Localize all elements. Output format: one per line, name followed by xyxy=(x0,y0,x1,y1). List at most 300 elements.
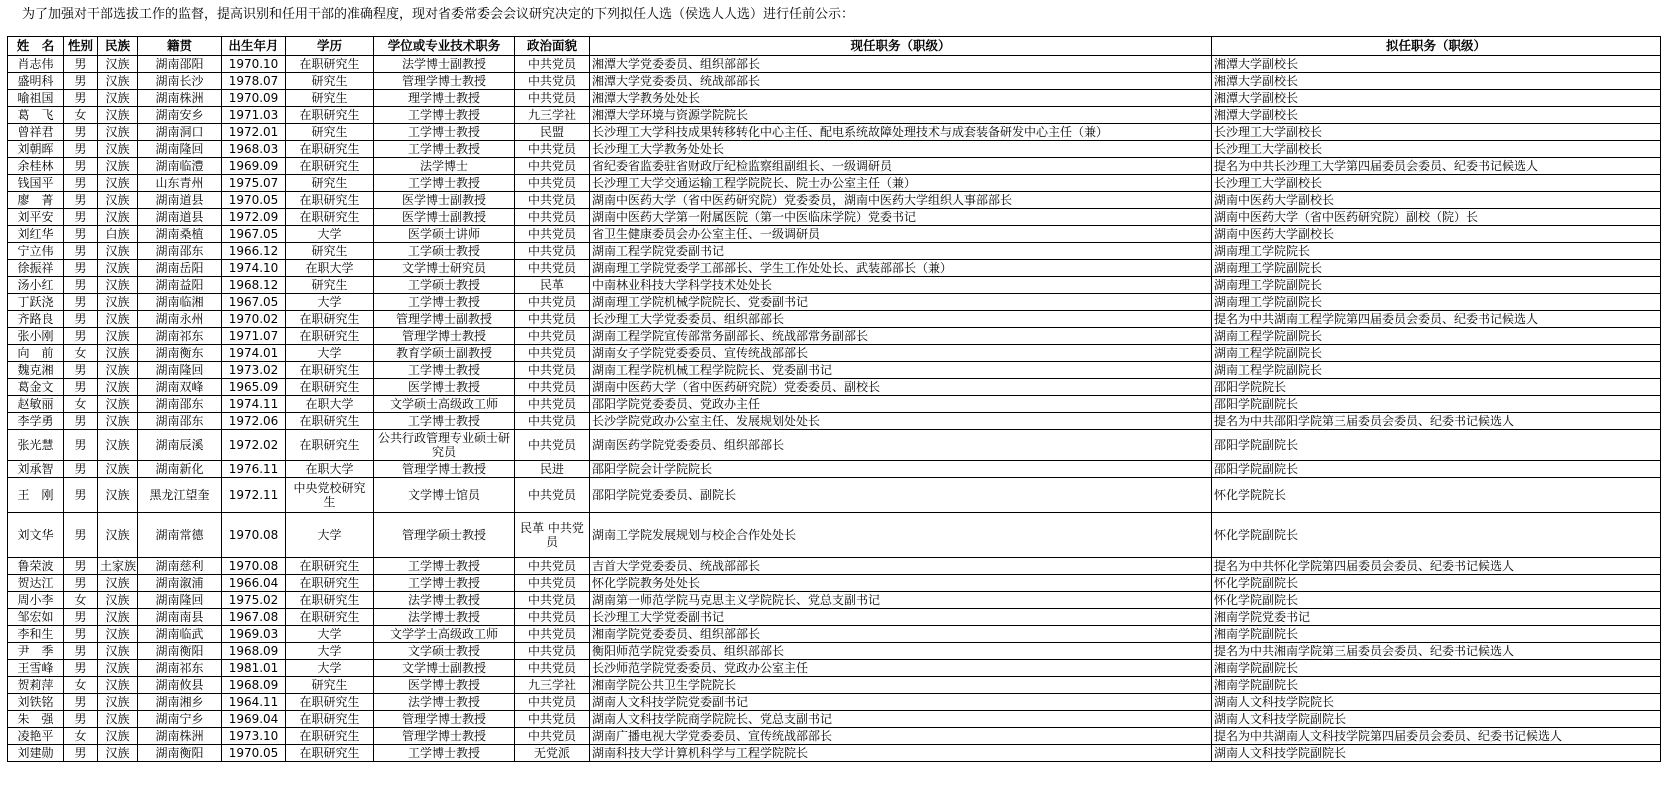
cell-hometown: 湖南桑植 xyxy=(138,226,222,243)
cell-gender: 男 xyxy=(64,513,98,558)
cell-ethnicity: 汉族 xyxy=(98,56,138,73)
cell-name: 贺达江 xyxy=(8,575,64,592)
cell-gender: 男 xyxy=(64,141,98,158)
cell-gender: 女 xyxy=(64,592,98,609)
table-row xyxy=(8,226,1661,243)
cell-degree: 工学博士教授 xyxy=(374,141,515,158)
cell-party: 中共党员 xyxy=(515,430,590,461)
cell-gender: 男 xyxy=(64,379,98,396)
cell-hometown: 湖南湘乡 xyxy=(138,694,222,711)
cell-ethnicity: 汉族 xyxy=(98,158,138,175)
cell-birth: 1971.07 xyxy=(222,328,286,345)
cell-birth: 1981.01 xyxy=(222,660,286,677)
cell-birth: 1972.01 xyxy=(222,124,286,141)
cell-education: 在职研究生 xyxy=(286,379,374,396)
cell-birth: 1974.10 xyxy=(222,260,286,277)
cell-degree: 工学博士教授 xyxy=(374,175,515,192)
cell-proposed-position: 长沙理工大学副校长 xyxy=(1212,141,1661,158)
cell-hometown: 湖南衡阳 xyxy=(138,745,222,762)
cell-party: 中共党员 xyxy=(515,626,590,643)
cell-current-position: 省卫生健康委员会办公室主任、一级调研员 xyxy=(590,226,1212,243)
cell-degree: 文学博士副教授 xyxy=(374,660,515,677)
cell-party: 无党派 xyxy=(515,745,590,762)
cell-hometown: 湖南衡阳 xyxy=(138,643,222,660)
cell-ethnicity: 汉族 xyxy=(98,209,138,226)
cell-hometown: 湖南道县 xyxy=(138,209,222,226)
cell-proposed-position: 湖南理工学院副院长 xyxy=(1212,277,1661,294)
cell-birth: 1974.11 xyxy=(222,396,286,413)
cell-name: 齐路良 xyxy=(8,311,64,328)
cell-ethnicity: 汉族 xyxy=(98,660,138,677)
table-row xyxy=(8,328,1661,345)
cell-birth: 1970.08 xyxy=(222,513,286,558)
cell-hometown: 湖南祁东 xyxy=(138,660,222,677)
cell-name: 汤小红 xyxy=(8,277,64,294)
cell-proposed-position: 湘潭大学副校长 xyxy=(1212,56,1661,73)
cell-gender: 男 xyxy=(64,328,98,345)
cell-party: 中共党员 xyxy=(515,90,590,107)
cell-gender: 男 xyxy=(64,626,98,643)
cell-education: 研究生 xyxy=(286,124,374,141)
table-row xyxy=(8,107,1661,124)
cell-education: 在职大学 xyxy=(286,461,374,478)
cell-birth: 1966.12 xyxy=(222,243,286,260)
cell-degree: 工学博士教授 xyxy=(374,745,515,762)
table-row xyxy=(8,643,1661,660)
cell-proposed-position: 怀化学院副院长 xyxy=(1212,513,1661,558)
cell-party: 中共党员 xyxy=(515,592,590,609)
cell-ethnicity: 汉族 xyxy=(98,294,138,311)
cell-ethnicity: 汉族 xyxy=(98,277,138,294)
cell-gender: 女 xyxy=(64,107,98,124)
cell-proposed-position: 提名为中共湖南人文科技学院第四届委员会委员、纪委书记候选人 xyxy=(1212,728,1661,745)
header-hometown: 籍贯 xyxy=(138,37,222,56)
cell-hometown: 湖南溆浦 xyxy=(138,575,222,592)
header-gender: 性别 xyxy=(64,37,98,56)
table-row xyxy=(8,626,1661,643)
cell-birth: 1970.05 xyxy=(222,192,286,209)
cell-education: 在职研究生 xyxy=(286,107,374,124)
cell-birth: 1969.09 xyxy=(222,158,286,175)
cell-education: 大学 xyxy=(286,643,374,660)
cell-ethnicity: 汉族 xyxy=(98,677,138,694)
cell-education: 在职研究生 xyxy=(286,362,374,379)
cell-proposed-position: 湖南工程学院副院长 xyxy=(1212,345,1661,362)
cell-education: 在职研究生 xyxy=(286,728,374,745)
cell-current-position: 湘潭大学党委委员、统战部部长 xyxy=(590,73,1212,90)
cell-current-position: 吉首大学党委委员、统战部部长 xyxy=(590,558,1212,575)
cell-hometown: 湖南辰溪 xyxy=(138,430,222,461)
cell-party: 中共党员 xyxy=(515,294,590,311)
cell-proposed-position: 提名为中共长沙理工大学第四届委员会委员、纪委书记候选人 xyxy=(1212,158,1661,175)
cell-ethnicity: 汉族 xyxy=(98,345,138,362)
cell-current-position: 湖南人文科技学院商学院院长、党总支副书记 xyxy=(590,711,1212,728)
cell-hometown: 湖南邵阳 xyxy=(138,56,222,73)
cell-name: 魏克湘 xyxy=(8,362,64,379)
cell-hometown: 湖南新化 xyxy=(138,461,222,478)
cell-name: 余桂林 xyxy=(8,158,64,175)
cell-hometown: 湖南双峰 xyxy=(138,379,222,396)
cell-gender: 男 xyxy=(64,413,98,430)
cell-birth: 1964.11 xyxy=(222,694,286,711)
header-current-position: 现任职务（职级） xyxy=(590,37,1212,56)
cell-ethnicity: 汉族 xyxy=(98,192,138,209)
cell-proposed-position: 长沙理工大学副校长 xyxy=(1212,124,1661,141)
cell-education: 在职研究生 xyxy=(286,413,374,430)
cell-current-position: 长沙理工大学党委副书记 xyxy=(590,609,1212,626)
cell-degree: 法学博士 xyxy=(374,158,515,175)
cell-current-position: 湖南理工学院党委学工部部长、学生工作处处长、武装部部长（兼） xyxy=(590,260,1212,277)
cell-party: 中共党员 xyxy=(515,73,590,90)
cell-gender: 男 xyxy=(64,711,98,728)
table-row xyxy=(8,745,1661,762)
cell-gender: 男 xyxy=(64,260,98,277)
cell-gender: 男 xyxy=(64,643,98,660)
cell-degree: 文学博士馆员 xyxy=(374,478,515,513)
cell-party: 中共党员 xyxy=(515,192,590,209)
cell-gender: 男 xyxy=(64,311,98,328)
candidate-table xyxy=(7,36,1661,762)
cell-degree: 理学博士教授 xyxy=(374,90,515,107)
table-row xyxy=(8,478,1661,513)
cell-birth: 1968.03 xyxy=(222,141,286,158)
cell-name: 丁跃浇 xyxy=(8,294,64,311)
cell-name: 肖志伟 xyxy=(8,56,64,73)
cell-gender: 女 xyxy=(64,396,98,413)
cell-degree: 公共行政管理专业硕士研究员 xyxy=(374,430,515,461)
cell-party: 中共党员 xyxy=(515,260,590,277)
table-row xyxy=(8,56,1661,73)
table-row xyxy=(8,73,1661,90)
cell-proposed-position: 湖南理工学院副院长 xyxy=(1212,260,1661,277)
cell-birth: 1971.03 xyxy=(222,107,286,124)
cell-education: 在职大学 xyxy=(286,260,374,277)
cell-ethnicity: 汉族 xyxy=(98,73,138,90)
cell-degree: 医学博士副教授 xyxy=(374,209,515,226)
cell-current-position: 湖南理工学院机械学院院长、党委副书记 xyxy=(590,294,1212,311)
table-row xyxy=(8,379,1661,396)
cell-name: 刘朝晖 xyxy=(8,141,64,158)
cell-birth: 1966.04 xyxy=(222,575,286,592)
cell-degree: 管理学博士副教授 xyxy=(374,311,515,328)
cell-degree: 文学硕士教授 xyxy=(374,643,515,660)
cell-proposed-position: 湘潭大学副校长 xyxy=(1212,73,1661,90)
cell-gender: 男 xyxy=(64,694,98,711)
cell-hometown: 黑龙江望奎 xyxy=(138,478,222,513)
cell-ethnicity: 汉族 xyxy=(98,592,138,609)
cell-ethnicity: 汉族 xyxy=(98,124,138,141)
table-row xyxy=(8,362,1661,379)
cell-degree: 工学硕士教授 xyxy=(374,277,515,294)
header-degree: 学位或专业技术职务 xyxy=(374,37,515,56)
cell-current-position: 衡阳师范学院党委委员、组织部部长 xyxy=(590,643,1212,660)
cell-degree: 法学博士副教授 xyxy=(374,56,515,73)
cell-hometown: 湖南隆回 xyxy=(138,141,222,158)
cell-birth: 1976.11 xyxy=(222,461,286,478)
cell-gender: 男 xyxy=(64,209,98,226)
cell-hometown: 湖南攸县 xyxy=(138,677,222,694)
cell-hometown: 湖南岳阳 xyxy=(138,260,222,277)
cell-hometown: 山东青州 xyxy=(138,175,222,192)
cell-hometown: 湖南道县 xyxy=(138,192,222,209)
cell-gender: 男 xyxy=(64,56,98,73)
cell-birth: 1972.09 xyxy=(222,209,286,226)
cell-degree: 工学硕士教授 xyxy=(374,243,515,260)
cell-hometown: 湖南安乡 xyxy=(138,107,222,124)
cell-education: 大学 xyxy=(286,660,374,677)
cell-name: 徐振祥 xyxy=(8,260,64,277)
table-row xyxy=(8,558,1661,575)
cell-degree: 工学博士教授 xyxy=(374,575,515,592)
cell-current-position: 湖南科技大学计算机科学与工程学院院长 xyxy=(590,745,1212,762)
cell-ethnicity: 汉族 xyxy=(98,260,138,277)
cell-name: 葛 飞 xyxy=(8,107,64,124)
cell-hometown: 湖南临湘 xyxy=(138,294,222,311)
cell-ethnicity: 汉族 xyxy=(98,728,138,745)
table-row xyxy=(8,592,1661,609)
cell-party: 中共党员 xyxy=(515,243,590,260)
cell-name: 葛金文 xyxy=(8,379,64,396)
cell-current-position: 湖南女子学院党委委员、宣传统战部部长 xyxy=(590,345,1212,362)
cell-education: 在职研究生 xyxy=(286,158,374,175)
cell-degree: 工学博士教授 xyxy=(374,558,515,575)
cell-proposed-position: 湖南工程学院副院长 xyxy=(1212,328,1661,345)
cell-hometown: 湖南南县 xyxy=(138,609,222,626)
cell-party: 中共党员 xyxy=(515,609,590,626)
cell-party: 九三学社 xyxy=(515,107,590,124)
cell-degree: 医学硕士讲师 xyxy=(374,226,515,243)
cell-ethnicity: 汉族 xyxy=(98,513,138,558)
cell-proposed-position: 提名为中共湘南学院第三届委员会委员、纪委书记候选人 xyxy=(1212,643,1661,660)
cell-ethnicity: 汉族 xyxy=(98,609,138,626)
cell-current-position: 湖南中医药大学（省中医药研究院）党委委员，湖南中医药大学组织人事部部长 xyxy=(590,192,1212,209)
cell-current-position: 长沙学院党政办公室主任、发展规划处处长 xyxy=(590,413,1212,430)
cell-gender: 男 xyxy=(64,175,98,192)
cell-birth: 1965.09 xyxy=(222,379,286,396)
cell-name: 邹宏如 xyxy=(8,609,64,626)
cell-education: 大学 xyxy=(286,294,374,311)
table-row xyxy=(8,260,1661,277)
cell-ethnicity: 汉族 xyxy=(98,311,138,328)
table-row xyxy=(8,430,1661,461)
cell-birth: 1968.09 xyxy=(222,677,286,694)
cell-name: 尹 季 xyxy=(8,643,64,660)
table-row xyxy=(8,694,1661,711)
table-row xyxy=(8,660,1661,677)
cell-party: 中共党员 xyxy=(515,175,590,192)
cell-proposed-position: 湘潭大学副校长 xyxy=(1212,90,1661,107)
cell-degree: 工学博士教授 xyxy=(374,294,515,311)
cell-degree: 文学博士研究员 xyxy=(374,260,515,277)
cell-ethnicity: 白族 xyxy=(98,226,138,243)
table-row xyxy=(8,277,1661,294)
cell-degree: 教育学硕士副教授 xyxy=(374,345,515,362)
cell-degree: 管理学博士教授 xyxy=(374,728,515,745)
header-name: 姓 名 xyxy=(8,37,64,56)
cell-party: 中共党员 xyxy=(515,141,590,158)
cell-current-position: 湖南中医药大学第一附属医院（第一中医临床学院）党委书记 xyxy=(590,209,1212,226)
cell-name: 盛明科 xyxy=(8,73,64,90)
cell-current-position: 湖南人文科技学院党委副书记 xyxy=(590,694,1212,711)
cell-birth: 1973.10 xyxy=(222,728,286,745)
cell-birth: 1970.09 xyxy=(222,90,286,107)
cell-gender: 男 xyxy=(64,478,98,513)
cell-party: 中共党员 xyxy=(515,328,590,345)
cell-gender: 男 xyxy=(64,90,98,107)
table-body xyxy=(8,56,1661,762)
cell-degree: 工学博士教授 xyxy=(374,124,515,141)
table-row xyxy=(8,575,1661,592)
table-row xyxy=(8,311,1661,328)
cell-birth: 1970.02 xyxy=(222,311,286,328)
cell-degree: 医学博士教授 xyxy=(374,677,515,694)
cell-name: 王雪峰 xyxy=(8,660,64,677)
cell-hometown: 湖南永州 xyxy=(138,311,222,328)
cell-name: 朱 强 xyxy=(8,711,64,728)
cell-ethnicity: 汉族 xyxy=(98,430,138,461)
cell-current-position: 长沙理工大学党委委员、组织部部长 xyxy=(590,311,1212,328)
cell-proposed-position: 邵阳学院副院长 xyxy=(1212,396,1661,413)
table-row xyxy=(8,141,1661,158)
table-row xyxy=(8,192,1661,209)
cell-name: 向 前 xyxy=(8,345,64,362)
cell-hometown: 湖南衡东 xyxy=(138,345,222,362)
cell-birth: 1972.11 xyxy=(222,478,286,513)
cell-gender: 男 xyxy=(64,660,98,677)
cell-current-position: 省纪委省监委驻省财政厅纪检监察组副组长、一级调研员 xyxy=(590,158,1212,175)
cell-party: 中共党员 xyxy=(515,396,590,413)
cell-degree: 法学博士教授 xyxy=(374,694,515,711)
table-row xyxy=(8,711,1661,728)
cell-current-position: 湖南工程学院宣传部常务副部长、统战部常务副部长 xyxy=(590,328,1212,345)
header-education: 学历 xyxy=(286,37,374,56)
cell-degree: 管理学博士教授 xyxy=(374,328,515,345)
cell-hometown: 湖南临澧 xyxy=(138,158,222,175)
cell-education: 在职大学 xyxy=(286,396,374,413)
cell-party: 中共党员 xyxy=(515,660,590,677)
cell-name: 周小李 xyxy=(8,592,64,609)
cell-hometown: 湖南宁乡 xyxy=(138,711,222,728)
cell-gender: 男 xyxy=(64,461,98,478)
cell-degree: 工学博士教授 xyxy=(374,413,515,430)
cell-name: 宁立伟 xyxy=(8,243,64,260)
cell-proposed-position: 怀化学院副院长 xyxy=(1212,575,1661,592)
cell-education: 研究生 xyxy=(286,243,374,260)
cell-party: 中共党员 xyxy=(515,209,590,226)
cell-proposed-position: 长沙理工大学副校长 xyxy=(1212,175,1661,192)
cell-birth: 1970.05 xyxy=(222,745,286,762)
cell-ethnicity: 汉族 xyxy=(98,396,138,413)
cell-name: 张小刚 xyxy=(8,328,64,345)
table-row xyxy=(8,728,1661,745)
cell-birth: 1968.09 xyxy=(222,643,286,660)
cell-proposed-position: 湘南学院副院长 xyxy=(1212,660,1661,677)
table-row xyxy=(8,461,1661,478)
cell-current-position: 湖南工程学院党委副书记 xyxy=(590,243,1212,260)
cell-current-position: 湘南学院党委委员、组织部部长 xyxy=(590,626,1212,643)
cell-hometown: 湖南隆回 xyxy=(138,592,222,609)
cell-proposed-position: 湖南中医药大学副校长 xyxy=(1212,192,1661,209)
cell-ethnicity: 汉族 xyxy=(98,575,138,592)
cell-proposed-position: 湘潭大学副校长 xyxy=(1212,107,1661,124)
cell-name: 张光慧 xyxy=(8,430,64,461)
cell-proposed-position: 怀化学院院长 xyxy=(1212,478,1661,513)
cell-degree: 医学博士副教授 xyxy=(374,192,515,209)
cell-gender: 男 xyxy=(64,158,98,175)
cell-name: 喻祖国 xyxy=(8,90,64,107)
table-row xyxy=(8,90,1661,107)
cell-birth: 1978.07 xyxy=(222,73,286,90)
cell-degree: 法学博士教授 xyxy=(374,592,515,609)
cell-ethnicity: 汉族 xyxy=(98,626,138,643)
cell-proposed-position: 邵阳学院副院长 xyxy=(1212,430,1661,461)
cell-proposed-position: 湖南中医药大学（省中医药研究院）副校（院）长 xyxy=(1212,209,1661,226)
cell-hometown: 湖南慈利 xyxy=(138,558,222,575)
cell-education: 在职研究生 xyxy=(286,328,374,345)
cell-proposed-position: 邵阳学院副院长 xyxy=(1212,461,1661,478)
cell-birth: 1975.07 xyxy=(222,175,286,192)
cell-party: 中共党员 xyxy=(515,575,590,592)
table-row xyxy=(8,124,1661,141)
cell-birth: 1970.10 xyxy=(222,56,286,73)
cell-party: 中共党员 xyxy=(515,226,590,243)
cell-degree: 管理学博士教授 xyxy=(374,461,515,478)
cell-ethnicity: 汉族 xyxy=(98,175,138,192)
cell-birth: 1974.01 xyxy=(222,345,286,362)
cell-education: 研究生 xyxy=(286,175,374,192)
cell-birth: 1969.03 xyxy=(222,626,286,643)
cell-degree: 工学博士教授 xyxy=(374,362,515,379)
cell-education: 中央党校研究生 xyxy=(286,478,374,513)
cell-current-position: 怀化学院教务处处长 xyxy=(590,575,1212,592)
cell-party: 中共党员 xyxy=(515,643,590,660)
cell-party: 民革 xyxy=(515,277,590,294)
cell-gender: 男 xyxy=(64,294,98,311)
table-row xyxy=(8,345,1661,362)
cell-name: 刘建勋 xyxy=(8,745,64,762)
table-row xyxy=(8,209,1661,226)
cell-proposed-position: 湖南理工学院副院长 xyxy=(1212,294,1661,311)
cell-current-position: 湖南广播电视大学党委委员、宣传统战部部长 xyxy=(590,728,1212,745)
cell-ethnicity: 土家族 xyxy=(98,558,138,575)
table-row xyxy=(8,413,1661,430)
cell-education: 在职研究生 xyxy=(286,745,374,762)
cell-degree: 管理学博士教授 xyxy=(374,73,515,90)
cell-education: 大学 xyxy=(286,513,374,558)
cell-degree: 文学硕士高级政工师 xyxy=(374,396,515,413)
cell-gender: 男 xyxy=(64,192,98,209)
cell-proposed-position: 湖南理工学院院长 xyxy=(1212,243,1661,260)
cell-proposed-position: 湘南学院副院长 xyxy=(1212,677,1661,694)
cell-education: 研究生 xyxy=(286,277,374,294)
cell-ethnicity: 汉族 xyxy=(98,90,138,107)
cell-proposed-position: 提名为中共邵阳学院第三届委员会委员、纪委书记候选人 xyxy=(1212,413,1661,430)
cell-current-position: 中南林业科技大学科学技术处处长 xyxy=(590,277,1212,294)
cell-birth: 1970.08 xyxy=(222,558,286,575)
cell-name: 赵敏丽 xyxy=(8,396,64,413)
cell-name: 凌艳平 xyxy=(8,728,64,745)
cell-education: 在职研究生 xyxy=(286,592,374,609)
cell-ethnicity: 汉族 xyxy=(98,141,138,158)
cell-current-position: 湘潭大学教务处处长 xyxy=(590,90,1212,107)
cell-current-position: 湘潭大学环境与资源学院院长 xyxy=(590,107,1212,124)
cell-gender: 男 xyxy=(64,362,98,379)
cell-birth: 1975.02 xyxy=(222,592,286,609)
cell-proposed-position: 湘南学院副院长 xyxy=(1212,626,1661,643)
cell-education: 在职研究生 xyxy=(286,192,374,209)
cell-name: 刘平安 xyxy=(8,209,64,226)
cell-education: 在职研究生 xyxy=(286,311,374,328)
